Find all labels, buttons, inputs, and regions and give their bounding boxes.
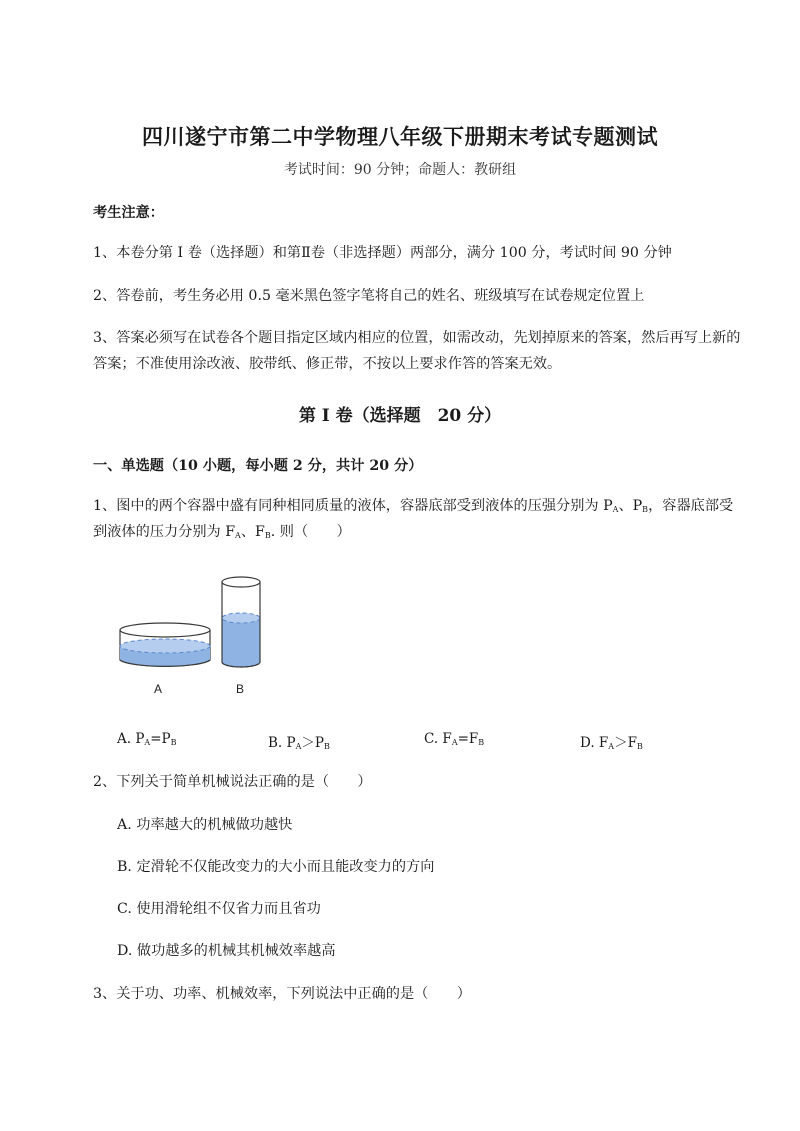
q1-option-c[interactable]: C. $F_A=F_B$ <box>424 731 485 747</box>
q1-stem-line1: 1、图中的两个容器中盛有同种相同质量的液体，容器底部受到液体的压强分别为 $P_A$、$P_B$，容器底部受 <box>93 498 734 514</box>
q1-stem-line2: 到液体的压力分别为 $F_A$、$F_B$. 则（ ） <box>93 524 351 540</box>
q2-stem: 2、下列关于简单机械说法正确的是（ ） <box>93 774 372 790</box>
q1-option-d[interactable]: D. $F_A>F_B$ <box>580 735 643 751</box>
q2-option-c[interactable]: C. 使用滑轮组不仅省力而且省功 <box>117 901 321 917</box>
figure-label-a: A <box>154 682 163 696</box>
container-b-illustration <box>222 577 260 667</box>
notice-heading: 考生注意： <box>93 205 164 221</box>
q2-option-b[interactable]: B. 定滑轮不仅能改变力的大小而且能改变力的方向 <box>117 859 435 875</box>
exam-info: 考试时间：90 分钟；命题人：教研组 <box>283 162 517 178</box>
q2-option-d[interactable]: D. 做功越多的机械其机械效率越高 <box>117 943 336 959</box>
notice-item-2: 2、答卷前，考生务必用 0.5 毫米黑色签字笔将自己的姓名、班级填写在试卷规定位置上 <box>93 288 645 304</box>
q2-option-a[interactable]: A. 功率越大的机械做功越快 <box>117 817 293 833</box>
q1-option-b[interactable]: B. $P_A>P_B$ <box>268 735 330 751</box>
q1-option-a[interactable]: A. $P_A=P_B$ <box>117 731 177 747</box>
question-group-heading: 一、单选题（10 小题，每小题 2 分，共计 20 分） <box>93 458 423 474</box>
container-figure <box>110 570 280 700</box>
q3-stem: 3、关于功、功率、机械效率，下列说法中正确的是（ ） <box>93 986 471 1002</box>
section-title: 第 I 卷（选择题 20 分） <box>298 406 502 426</box>
notice-item-1: 1、本卷分第 I 卷（选择题）和第Ⅱ卷（非选择题）两部分，满分 100 分，考试时间 90 分钟 <box>93 245 672 261</box>
notice-item-3: 3、答案必须写在试卷各个题目指定区域内相应的位置，如需改动，先划掉原来的答案，然后再写上新的答案；不准使用涂改液、胶带纸、修正带，不按以上要求作答的答案无效。 <box>93 330 741 372</box>
page-title: 四川遂宁市第二中学物理八年级下册期末考试专题测试 <box>142 124 658 149</box>
figure-label-b: B <box>236 682 245 696</box>
container-a-illustration <box>120 623 210 666</box>
